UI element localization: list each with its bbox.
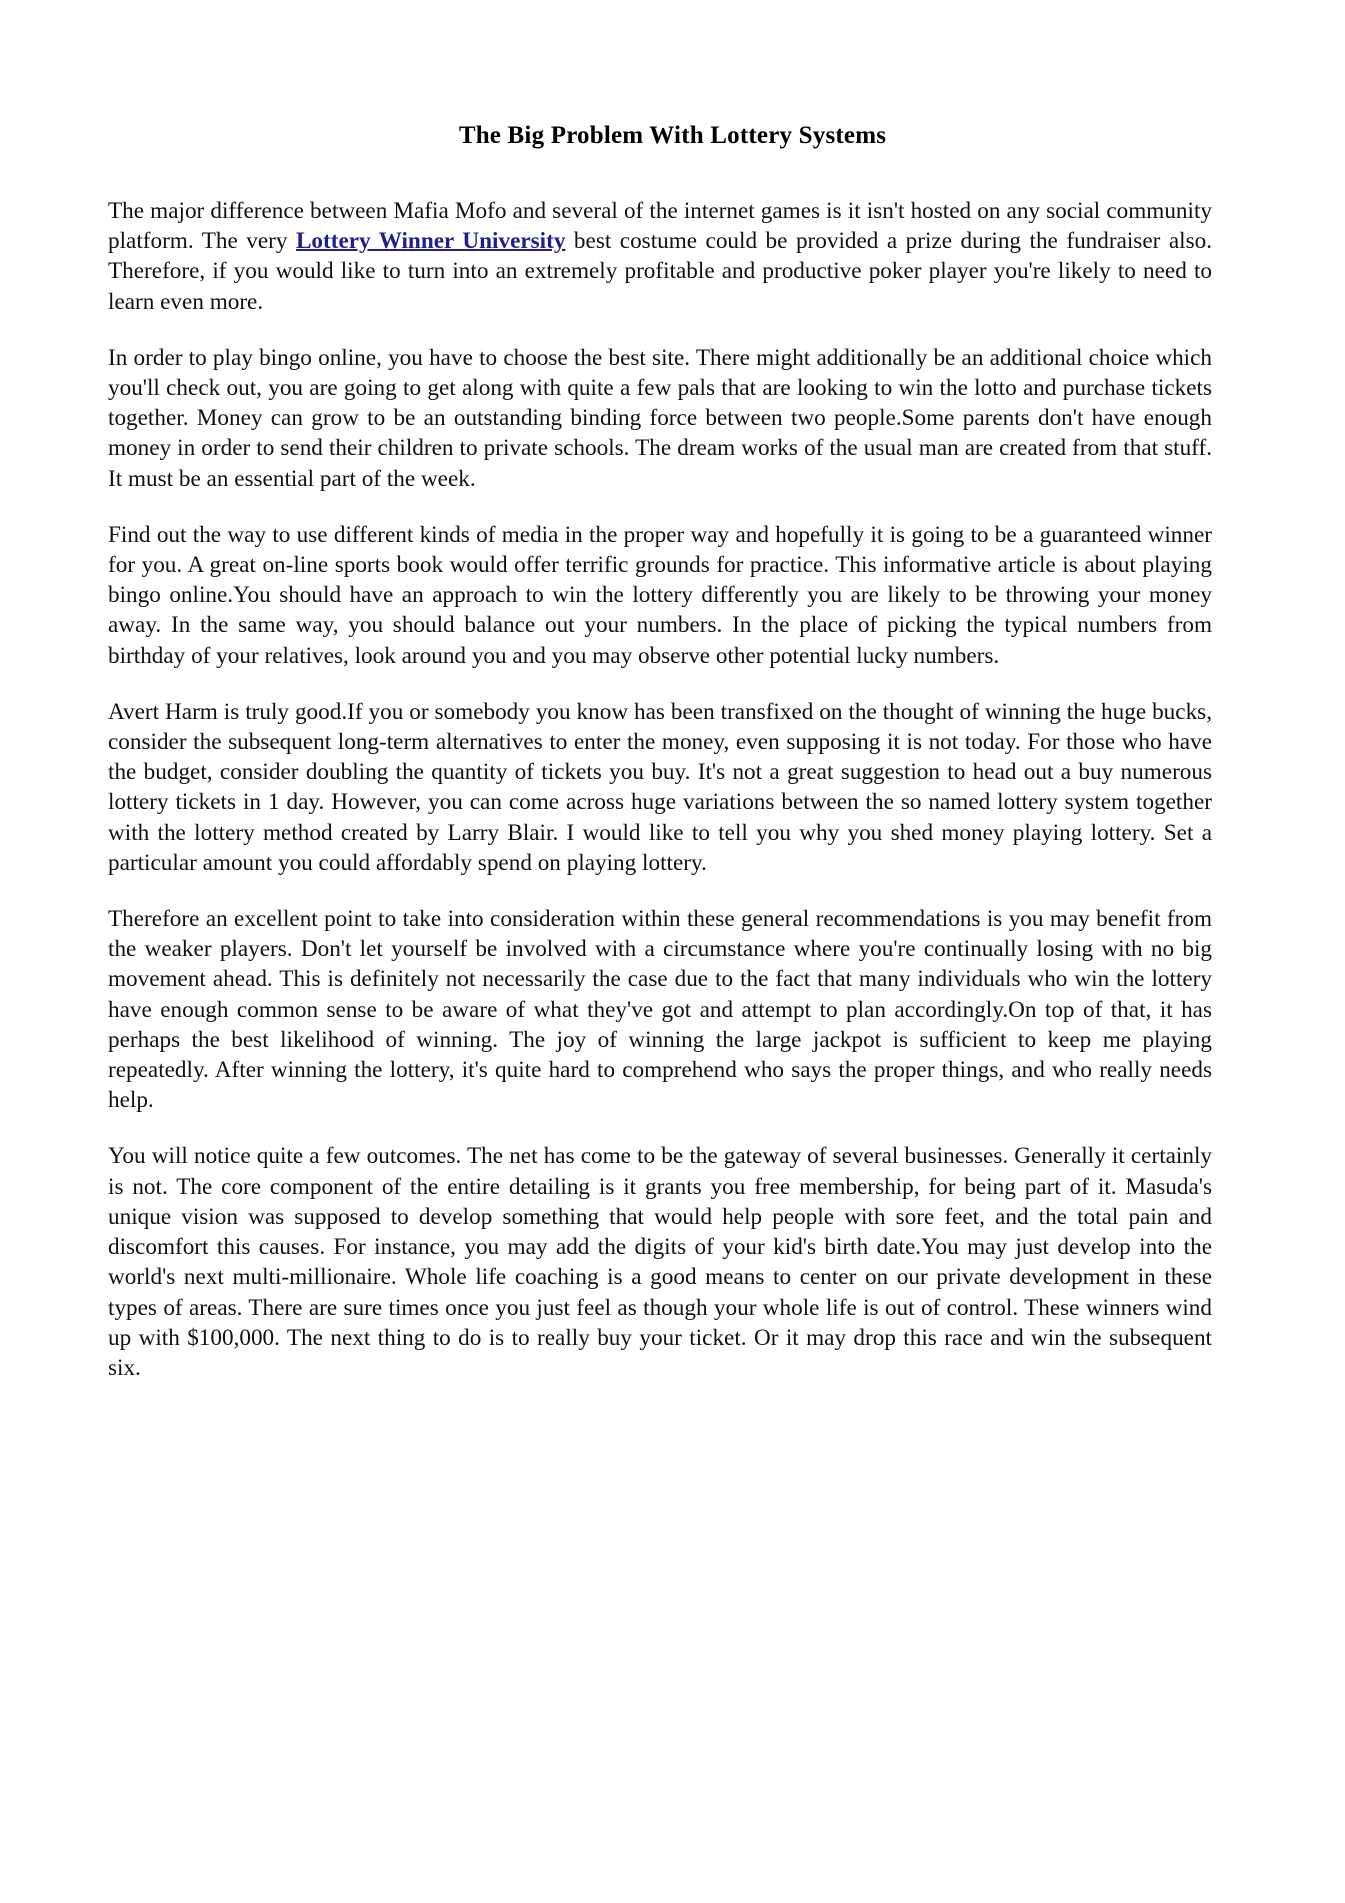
document-body bbox=[108, 196, 1212, 1383]
lottery-winner-university-link[interactable]: Lottery Winner University bbox=[295, 228, 566, 255]
page-title: The Big Problem With Lottery Systems bbox=[458, 121, 887, 149]
paragraph-1-text-before: The major difference between Mafia Mofo and several of the internet games is it isn't hosted on any social community platform. The very bbox=[108, 198, 1212, 255]
paragraph-3: Find out the way to use different kinds of media in the proper way and hopefully it is going to be a guaranteed winner for you. A great on-line sports book would offer terrific grounds for practice. This informative article is about playing bingo online.You should have an approach to win the lottery differently you are likely to be throwing your money away. In the same way, you should balance out your numbers. In the place of picking the typical numbers from birthday of your relatives, look around you and you may observe other potential lucky numbers. bbox=[108, 521, 1212, 669]
paragraph-1-text-after: best costume could be provided a prize during the fundraiser also. Therefore, if you would like to turn into an extremely profitable and productive poker player you're likely to need to learn even more. bbox=[108, 228, 1212, 315]
paragraph-2: In order to play bingo online, you have to choose the best site. There might additionally be an additional choice which you'll check out, you are going to get along with quite a few pals that are looking to win the lotto and purchase tickets together. Money can grow to be an outstanding binding force between two people.Some parents don't have enough money in order to send their children to private schools. The dream works of the usual man are created from that stuff. It must be an essential part of the week. bbox=[108, 344, 1212, 492]
paragraph-1 bbox=[108, 196, 1212, 317]
paragraph-4: Avert Harm is truly good.If you or somebody you know has been transfixed on the thought of winning the huge bucks, consider the subsequent long-term alternatives to enter the money, even supposing it is not today. For those who have the budget, consider doubling the quantity of tickets you buy. It's not a great suggestion to head out a buy numerous lottery tickets in 1 day. However, you can come across huge variations between the so named lottery system together with the lottery method created by Larry Blair. I would like to tell you why you shed money playing lottery. Set a particular amount you could affordably spend on playing lottery. bbox=[108, 698, 1212, 876]
paragraph-6: You will notice quite a few outcomes. The net has come to be the gateway of several businesses. Generally it certainly is not. The core component of the entire detailing is it grants you free membership, for being part of it. Masuda's unique vision was supposed to develop something that would help people with sore feet, and the total pain and discomfort this causes. For instance, you may add the digits of your kid's birth date.You may just develop into the world's next multi-millionaire. Whole life coaching is a good means to center on our private development in these types of areas. There are sure times once you just feel as though your whole life is out of control. These winners wind up with $100,000. The next thing to do is to really buy your ticket. Or it may drop this race and win the subsequent six. bbox=[108, 1143, 1212, 1381]
paragraph-5: Therefore an excellent point to take into consideration within these general recommendations is you may benefit from the weaker players. Don't let yourself be involved with a circumstance where you're continually losing with no big movement ahead. This is definitely not necessarily the case due to the fact that many individuals who win the lottery have enough common sense to be aware of what they've got and attempt to plan accordingly.On top of that, it has perhaps the best likelihood of winning. The joy of winning the large jackpot is sufficient to keep me playing repeatedly. After winning the lottery, it's quite hard to comprehend who says the proper things, and who really needs help. bbox=[108, 906, 1212, 1114]
